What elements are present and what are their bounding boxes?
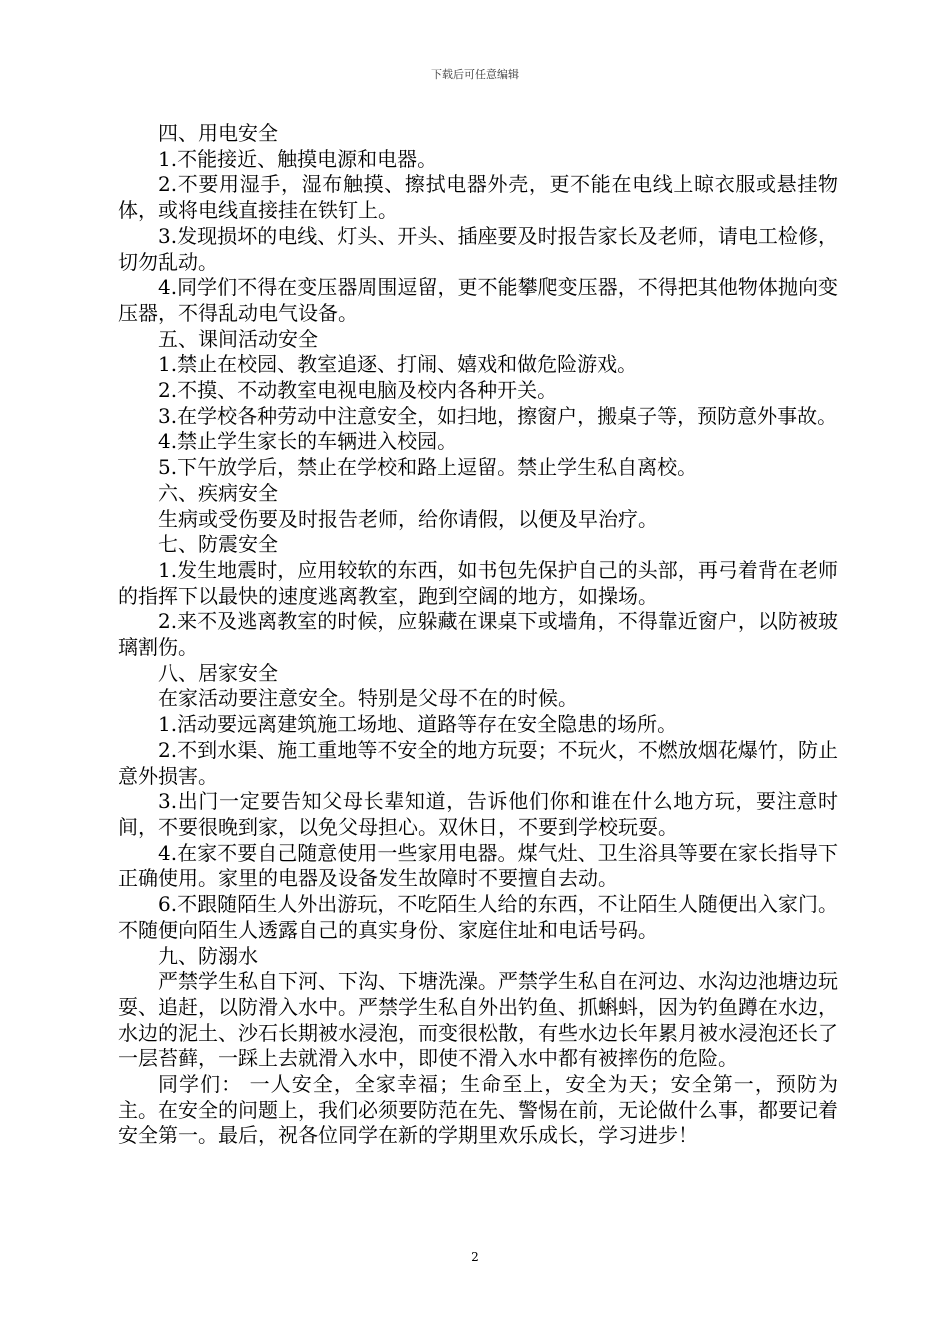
paragraph: 1.禁止在校园、教室追逐、打闹、嬉戏和做危险游戏。 — [158, 352, 638, 377]
paragraph: 4.禁止学生家长的车辆进入校园。 — [158, 429, 458, 454]
paragraph: 生病或受伤要及时报告老师，给你请假，以便及早治疗。 — [158, 506, 658, 531]
document-body — [118, 121, 838, 1149]
paragraph: 4.同学们不得在变压器周围逗留，更不能攀爬变压器，不得把其他物体抛向变压器，不得乱动电气设备。 — [118, 275, 838, 325]
section-heading-earthquake-safety: 七、防震安全 — [158, 532, 278, 557]
paragraph: 1.不能接近、触摸电源和电器。 — [158, 146, 438, 171]
page-number: 2 — [471, 1250, 479, 1264]
paragraph: 1.活动要远离建筑施工场地、道路等存在安全隐患的场所。 — [158, 712, 678, 737]
paragraph: 2.不摸、不动教室电视电脑及校内各种开关。 — [158, 378, 558, 403]
paragraph: 2.不到水渠、施工重地等不安全的地方玩耍；不玩火，不燃放烟花爆竹，防止意外损害。 — [118, 737, 838, 788]
paragraph: 4.在家不要自己随意使用一些家用电器。煤气灶、卫生浴具等要在家长指导下正确使用。家里的电器及设备发生故障时不要擅自去动。 — [118, 840, 838, 891]
paragraph: 6.不跟随陌生人外出游玩，不吃陌生人给的东西，不让陌生人随便出入家门。不随便向陌生人透露自己的真实身份、家庭住址和电话号码。 — [118, 892, 838, 942]
section-heading-home-safety: 八、居家安全 — [158, 660, 278, 685]
paragraph: 3.发现损坏的电线、灯头、开头、插座要及时报告家长及老师，请电工检修，切勿乱动。 — [118, 223, 838, 274]
paragraph: 在家活动要注意安全。特别是父母不在的时候。 — [158, 686, 578, 711]
paragraph: 3.出门一定要告知父母长辈知道，告诉他们你和谁在什么地方玩，要注意时间，不要很晚到家，以免父母担心。双休日，不要到学校玩耍。 — [118, 789, 838, 839]
section-heading-drowning-prevention: 九、防溺水 — [158, 943, 258, 968]
paragraph: 2.来不及逃离教室的时候，应躲藏在课桌下或墙角，不得靠近窗户，以防被玻璃割伤。 — [118, 609, 838, 660]
closing-paragraph: 同学们： 一人安全，全家幸福；生命至上，安全为天；安全第一，预防为主。在安全的问题上，我们必须要防范在先、警惕在前，无论做什么事，都要记着安全第一。最后，祝各位同学在新的学期里欢乐成长，学习进步！ — [118, 1072, 838, 1148]
paragraph: 2.不要用湿手，湿布触摸、擦拭电器外壳，更不能在电线上晾衣服或悬挂物体，或将电线直接挂在铁钉上。 — [118, 172, 838, 223]
paragraph: 3.在学校各种劳动中注意安全，如扫地，擦窗户，搬桌子等，预防意外事故。 — [158, 403, 838, 428]
section-heading-break-activity-safety: 五、课间活动安全 — [158, 326, 318, 351]
page-header: 下载后可任意编辑 — [431, 68, 519, 81]
section-heading-illness-safety: 六、疾病安全 — [158, 480, 278, 505]
paragraph: 严禁学生私自下河、下沟、下塘洗澡。严禁学生私自在河边、水沟边池塘边玩耍、追赶，以防滑入水中。严禁学生私自外出钓鱼、抓蝌蚪，因为钓鱼蹲在水边，水边的泥土、沙石长期被水浸泡，而变很松散，有些水边长年累月被水浸泡还长了一层苔藓，一踩上去就滑入水中，即使不滑入水中都有被摔伤的危险。 — [118, 969, 838, 1071]
paragraph: 1.发生地震时，应用较软的东西，如书包先保护自己的头部，再弓着背在老师的指挥下以最快的速度逃离教室，跑到空阔的地方，如操场。 — [118, 557, 838, 608]
paragraph: 5.下午放学后，禁止在学校和路上逗留。禁止学生私自离校。 — [158, 455, 698, 480]
section-heading-electric-safety: 四、用电安全 — [158, 121, 278, 145]
